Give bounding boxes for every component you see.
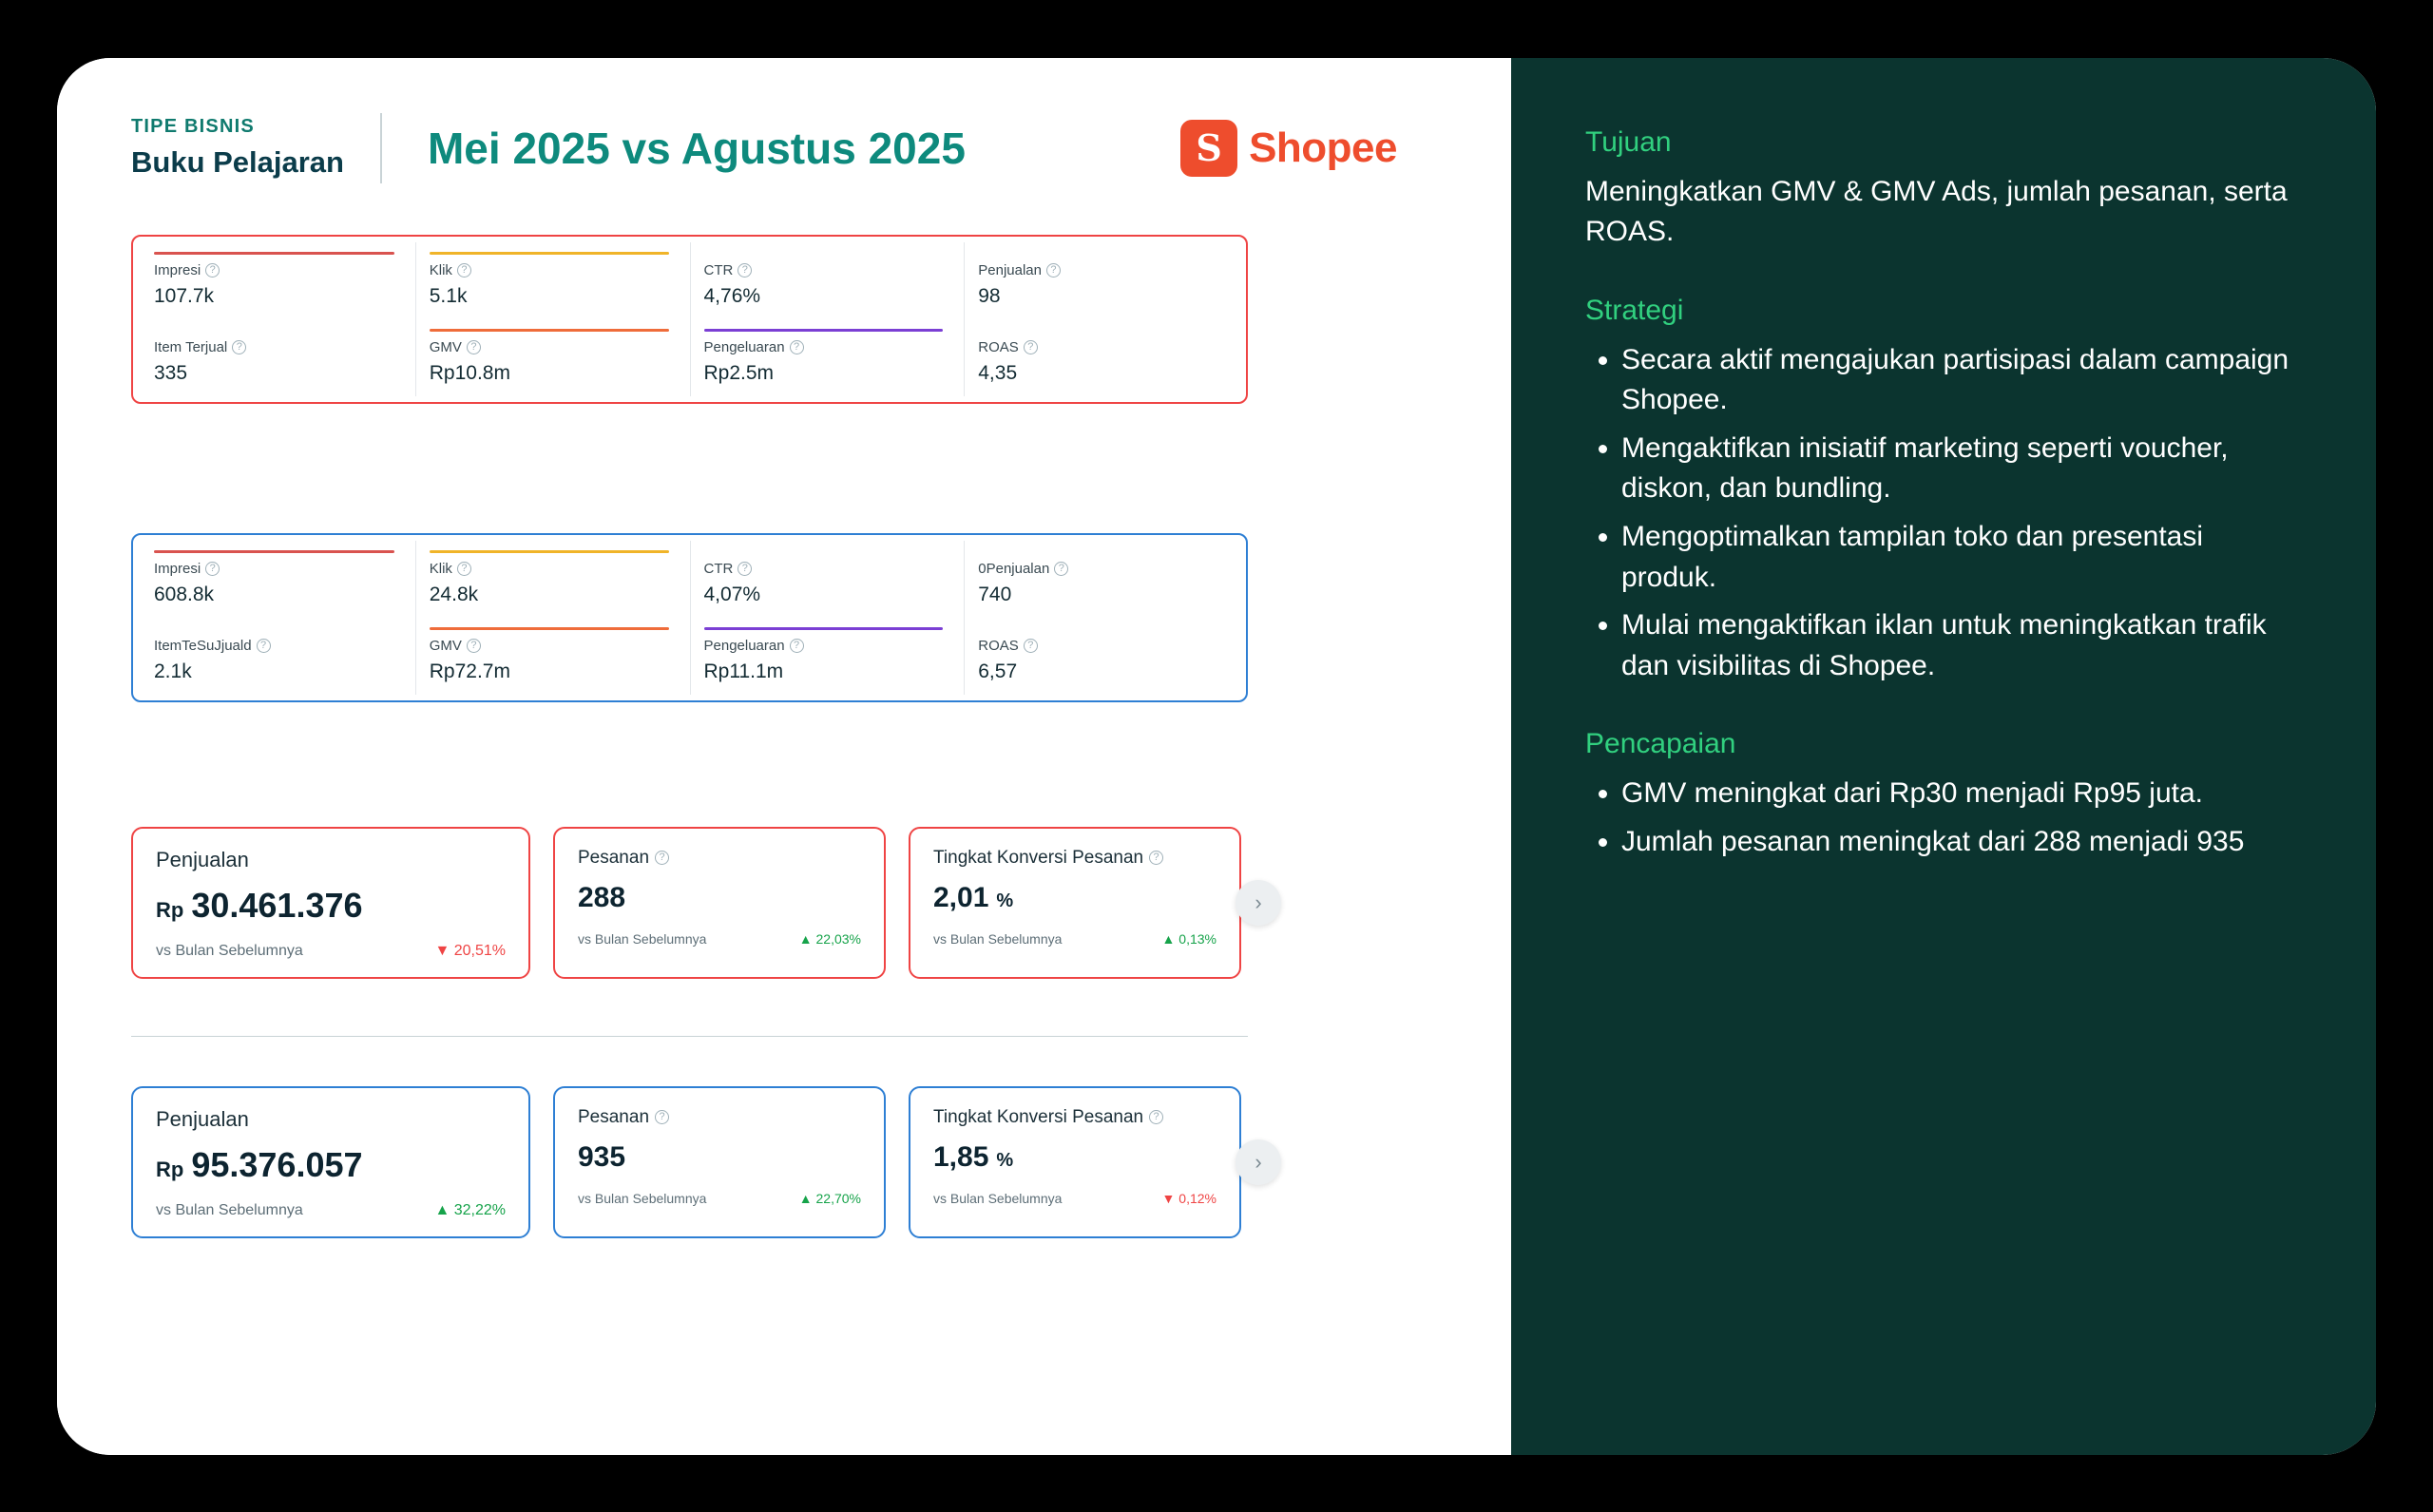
metric-value: 24.8k — [429, 583, 479, 605]
help-icon[interactable]: ? — [1024, 340, 1038, 354]
help-icon[interactable]: ? — [790, 340, 804, 354]
shopee-bag-icon: S — [1180, 120, 1237, 177]
metric-label: Penjualan ? — [978, 262, 1225, 278]
header-subtitle: Buku Pelajaran — [131, 145, 344, 179]
kpi-footer — [578, 1191, 861, 1206]
help-icon[interactable]: ? — [205, 263, 220, 278]
header-divider — [380, 113, 382, 183]
kpi-footer — [578, 931, 861, 947]
kpi-value — [156, 886, 506, 926]
strategi-heading: Strategi — [1585, 294, 1684, 326]
help-icon[interactable]: ? — [467, 639, 481, 653]
kpi-compare-label: vs Bulan Sebelumnya — [156, 942, 303, 959]
tujuan-heading: Tujuan — [1585, 125, 1672, 158]
header-left — [131, 116, 344, 180]
help-icon[interactable]: ? — [257, 639, 271, 653]
kpi-delta: ▼ 0,12% — [1161, 1190, 1216, 1206]
metric-value: 2.1k — [154, 660, 192, 682]
metric-value: 4,76% — [703, 284, 761, 307]
tujuan-text: Meningkatkan GMV & GMV Ads, jumlah pesanan, serta ROAS. — [1585, 175, 2288, 248]
metric-label: ItemTeSuJjuald ? — [154, 638, 402, 654]
metric-label: Item Terjual ? — [154, 339, 402, 355]
section-divider — [131, 1036, 1248, 1037]
list-item: • Secara aktif mengajukan partisipasi dalam campaign Shopee. — [1621, 340, 2304, 421]
list-item: • Jumlah pesanan meningkat dari 288 menjadi 935 — [1621, 822, 2304, 863]
metric-value: 107.7k — [154, 284, 215, 307]
help-icon[interactable]: ? — [655, 1110, 669, 1124]
kpi-footer — [933, 1191, 1216, 1206]
kpi-suffix: % — [996, 890, 1014, 911]
kpi-card-penjualan — [131, 1086, 530, 1238]
kpi-compare-label: vs Bulan Sebelumnya — [933, 1190, 1063, 1206]
metric-cell — [690, 618, 965, 695]
metric-cell — [690, 319, 965, 396]
kpi-delta: ▲ 32,22% — [434, 1201, 506, 1218]
metric-label: Impresi ? — [154, 262, 402, 278]
metric-label: ROAS ? — [978, 339, 1225, 355]
kpi-footer — [156, 943, 506, 960]
help-icon[interactable]: ? — [1024, 639, 1038, 653]
help-icon[interactable]: ? — [655, 851, 669, 865]
kpi-delta: ▼ 20,51% — [434, 942, 506, 959]
metric-value: 98 — [978, 284, 1001, 307]
metric-value: Rp10.8m — [429, 361, 510, 384]
header-kicker: TIPE BISNIS — [131, 116, 255, 137]
kpi-suffix: % — [996, 1149, 1014, 1171]
help-icon[interactable]: ? — [1149, 1110, 1163, 1124]
metric-cell — [415, 541, 690, 618]
kpi-number: 30.461.376 — [191, 885, 363, 925]
kpi-delta: ▲ 0,13% — [1161, 930, 1216, 947]
kpi-value — [156, 1145, 506, 1185]
list-item: • Mulai mengaktifkan iklan untuk meningkatkan trafik dan visibilitas di Shopee. — [1621, 605, 2304, 686]
pencapaian-heading: Pencapaian — [1585, 728, 1736, 760]
metric-value: 335 — [154, 361, 188, 384]
kpi-card-pesanan — [553, 1086, 886, 1238]
kpi-title: Tingkat Konversi Pesanan ? — [933, 1107, 1216, 1128]
metric-label: CTR ? — [704, 561, 951, 577]
help-icon[interactable]: ? — [457, 263, 471, 278]
metric-label: Klik ? — [430, 561, 677, 577]
metric-cell — [415, 319, 690, 396]
list-item: • Mengoptimalkan tampilan toko dan presentasi produk. — [1621, 517, 2304, 598]
metric-cell — [141, 618, 415, 695]
kpi-footer — [933, 931, 1216, 947]
kpi-number: 935 — [578, 1140, 626, 1173]
kpi-row-may — [131, 827, 1262, 979]
metric-value: 5.1k — [429, 284, 468, 307]
metric-value: 6,57 — [978, 660, 1018, 682]
metric-label: GMV ? — [430, 339, 677, 355]
metric-value: Rp72.7m — [429, 660, 510, 682]
metric-cell — [141, 319, 415, 396]
metric-cell — [141, 541, 415, 618]
kpi-number: 1,85 — [933, 1140, 989, 1173]
kpi-compare-label: vs Bulan Sebelumnya — [156, 1201, 303, 1218]
metric-label: Impresi ? — [154, 561, 402, 577]
help-icon[interactable]: ? — [467, 340, 481, 354]
metric-cell — [141, 242, 415, 319]
kpi-footer — [156, 1202, 506, 1219]
metric-cell — [415, 618, 690, 695]
help-icon[interactable]: ? — [232, 340, 246, 354]
kpi-card-pesanan — [553, 827, 886, 979]
metric-label: CTR ? — [704, 262, 951, 278]
help-icon[interactable]: ? — [738, 263, 752, 278]
kpi-value — [933, 882, 1216, 914]
metric-cell — [964, 541, 1238, 618]
left-panel — [57, 58, 1511, 1455]
kpi-title: Penjualan — [156, 847, 249, 871]
kpi-value — [578, 1141, 861, 1174]
kpi-unit: Rp — [156, 897, 184, 922]
metric-cell — [690, 242, 965, 319]
metric-value: Rp2.5m — [703, 361, 775, 384]
help-icon[interactable]: ? — [457, 562, 471, 576]
metric-label: ROAS ? — [978, 638, 1225, 654]
metric-cell — [415, 242, 690, 319]
shopee-logo — [1180, 120, 1454, 177]
kpi-delta: ▲ 22,70% — [798, 1190, 861, 1206]
kpi-title: Pesanan ? — [578, 848, 861, 869]
metric-cell — [964, 618, 1238, 695]
kpi-title: Penjualan — [156, 1106, 249, 1131]
strategi-list — [1585, 340, 2304, 687]
metric-label: Klik ? — [430, 262, 677, 278]
kpi-compare-label: vs Bulan Sebelumnya — [578, 930, 707, 947]
help-icon[interactable]: ? — [1054, 562, 1068, 576]
kpi-delta: ▲ 22,03% — [798, 930, 861, 947]
metric-value: 740 — [978, 583, 1012, 605]
kpi-card-konversi — [909, 827, 1241, 979]
kpi-value — [933, 1141, 1216, 1174]
page-title: Mei 2025 vs Agustus 2025 — [427, 123, 966, 173]
report-header — [131, 113, 1454, 183]
metric-label: 0Penjualan ? — [978, 561, 1225, 577]
help-icon[interactable]: ? — [1046, 263, 1061, 278]
metric-value: 608.8k — [154, 583, 215, 605]
kpi-value — [578, 882, 861, 914]
ads-metrics-panel-august — [131, 533, 1248, 702]
kpi-compare-label: vs Bulan Sebelumnya — [578, 1190, 707, 1206]
pencapaian-list — [1585, 774, 2304, 862]
ads-metrics-panel-may — [131, 235, 1248, 404]
kpi-row-august — [131, 1086, 1262, 1238]
report-card — [57, 58, 2376, 1455]
kpi-card-konversi — [909, 1086, 1241, 1238]
metric-value: 4,35 — [978, 361, 1018, 384]
metric-cell — [964, 242, 1238, 319]
kpi-card-penjualan — [131, 827, 530, 979]
metric-value: 4,07% — [703, 583, 761, 605]
kpi-number: 95.376.057 — [191, 1144, 363, 1184]
kpi-number: 288 — [578, 881, 626, 913]
summary-panel — [1511, 58, 2376, 1455]
metric-label: Pengeluaran ? — [704, 638, 951, 654]
carousel-next-icon[interactable]: › — [1236, 880, 1281, 926]
kpi-compare-label: vs Bulan Sebelumnya — [933, 930, 1063, 947]
help-icon[interactable]: ? — [205, 562, 220, 576]
metric-cell — [690, 541, 965, 618]
list-item: • GMV meningkat dari Rp30 menjadi Rp95 juta. — [1621, 774, 2304, 814]
metric-cell — [964, 319, 1238, 396]
list-item: • Mengaktifkan inisiatif marketing seperti voucher, diskon, dan bundling. — [1621, 429, 2304, 509]
shopee-wordmark: Shopee — [1249, 124, 1397, 171]
help-icon[interactable]: ? — [1149, 851, 1163, 865]
carousel-next-icon[interactable]: › — [1236, 1139, 1281, 1185]
kpi-title: Pesanan ? — [578, 1107, 861, 1128]
help-icon[interactable]: ? — [738, 562, 752, 576]
metric-value: Rp11.1m — [703, 660, 784, 682]
kpi-unit: Rp — [156, 1157, 184, 1181]
kpi-number: 2,01 — [933, 881, 989, 913]
help-icon[interactable]: ? — [790, 639, 804, 653]
kpi-title: Tingkat Konversi Pesanan ? — [933, 848, 1216, 869]
metric-label: GMV ? — [430, 638, 677, 654]
metric-label: Pengeluaran ? — [704, 339, 951, 355]
